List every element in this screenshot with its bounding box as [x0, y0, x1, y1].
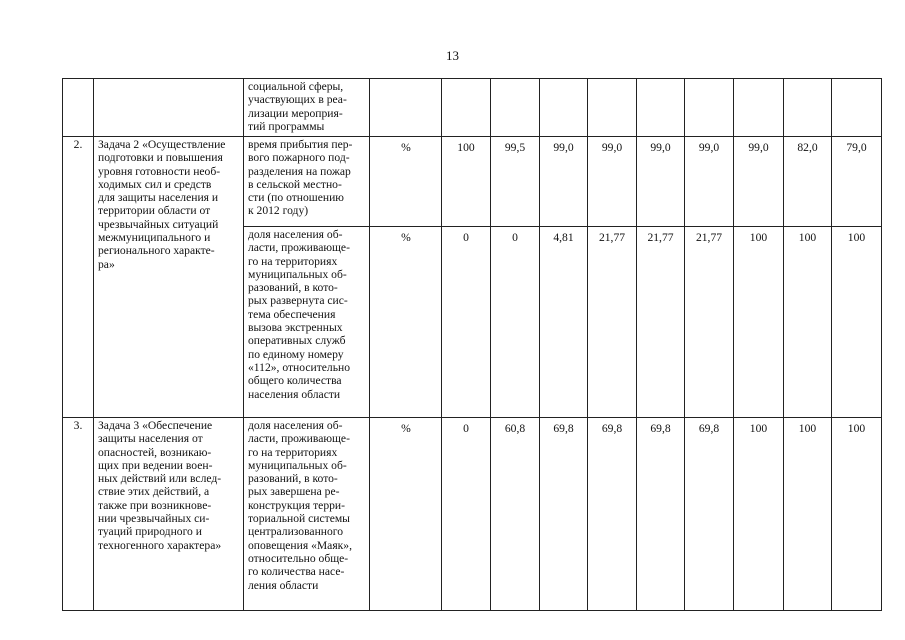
- indicator-cell: доля населения об- ласти, проживающе- го на территориях муниципальных об- разований, в кото- рых развернута сис- тема обеспечения вызова экстренных оперативных служб по единому номеру «112», относительно общего количества населения области: [244, 227, 370, 418]
- value-cell: 100: [784, 418, 832, 611]
- unit-cell: %: [370, 227, 442, 418]
- value-cell: 100: [784, 227, 832, 418]
- indicator-cell: доля населения об- ласти, проживающе- го на территориях муниципальных об- разований, в кото- рых завершена ре- конструкция терри- ториальной системы централизованного оповещения «Маяк», относительно обще- го количества насе- ления области: [244, 418, 370, 611]
- table-row: [63, 418, 882, 611]
- value-cell: [784, 79, 832, 137]
- value-cell: [734, 79, 784, 137]
- value-cell: 99,5: [491, 137, 540, 227]
- indicator-cell: социальной сферы, участвующих в реа- лизации мероприя- тий программы: [244, 79, 370, 137]
- value-cell: 0: [442, 227, 491, 418]
- row-number: [63, 79, 94, 137]
- row-number: 3.: [63, 418, 94, 611]
- value-cell: 69,8: [637, 418, 685, 611]
- value-cell: [832, 79, 882, 137]
- value-cell: 0: [442, 418, 491, 611]
- value-cell: [637, 79, 685, 137]
- value-cell: 21,77: [685, 227, 734, 418]
- task-cell: [94, 79, 244, 137]
- value-cell: 99,0: [588, 137, 637, 227]
- value-cell: 0: [491, 227, 540, 418]
- value-cell: 100: [832, 418, 882, 611]
- value-cell: 79,0: [832, 137, 882, 227]
- unit-cell: %: [370, 418, 442, 611]
- value-cell: [442, 79, 491, 137]
- value-cell: 60,8: [491, 418, 540, 611]
- value-cell: 100: [734, 227, 784, 418]
- value-cell: 69,8: [540, 418, 588, 611]
- value-cell: 4,81: [540, 227, 588, 418]
- value-cell: 82,0: [784, 137, 832, 227]
- table-row: [63, 79, 882, 137]
- value-cell: 99,0: [685, 137, 734, 227]
- value-cell: [685, 79, 734, 137]
- indicators-table: [62, 78, 882, 611]
- table-row: [63, 137, 882, 227]
- indicator-cell: время прибытия пер- вого пожарного под- разделения на пожар в сельской местно- сти (по отношению к 2012 году): [244, 137, 370, 227]
- value-cell: 100: [832, 227, 882, 418]
- value-cell: 100: [442, 137, 491, 227]
- value-cell: 21,77: [637, 227, 685, 418]
- unit-cell: [370, 79, 442, 137]
- value-cell: 69,8: [685, 418, 734, 611]
- value-cell: 69,8: [588, 418, 637, 611]
- task-cell: Задача 3 «Обеспечение защиты населения от опасностей, возникаю- щих при ведении воен- ных действий или вслед- ствие этих действий, а также при возникнове- нии чрезвычайных си- туаций природного и техногенного характера»: [94, 418, 244, 611]
- value-cell: [588, 79, 637, 137]
- value-cell: [491, 79, 540, 137]
- value-cell: 100: [734, 418, 784, 611]
- value-cell: 99,0: [637, 137, 685, 227]
- page-number: 13: [446, 48, 459, 63]
- value-cell: [540, 79, 588, 137]
- unit-cell: %: [370, 137, 442, 227]
- value-cell: 99,0: [734, 137, 784, 227]
- row-number: 2.: [63, 137, 94, 418]
- value-cell: 21,77: [588, 227, 637, 418]
- value-cell: 99,0: [540, 137, 588, 227]
- task-cell: Задача 2 «Осуществление подготовки и повышения уровня готовности необ- ходимых сил и средств для защиты населения и территории области от чрезвычайных ситуаций межмуниципального и регионального характе- ра»: [94, 137, 244, 418]
